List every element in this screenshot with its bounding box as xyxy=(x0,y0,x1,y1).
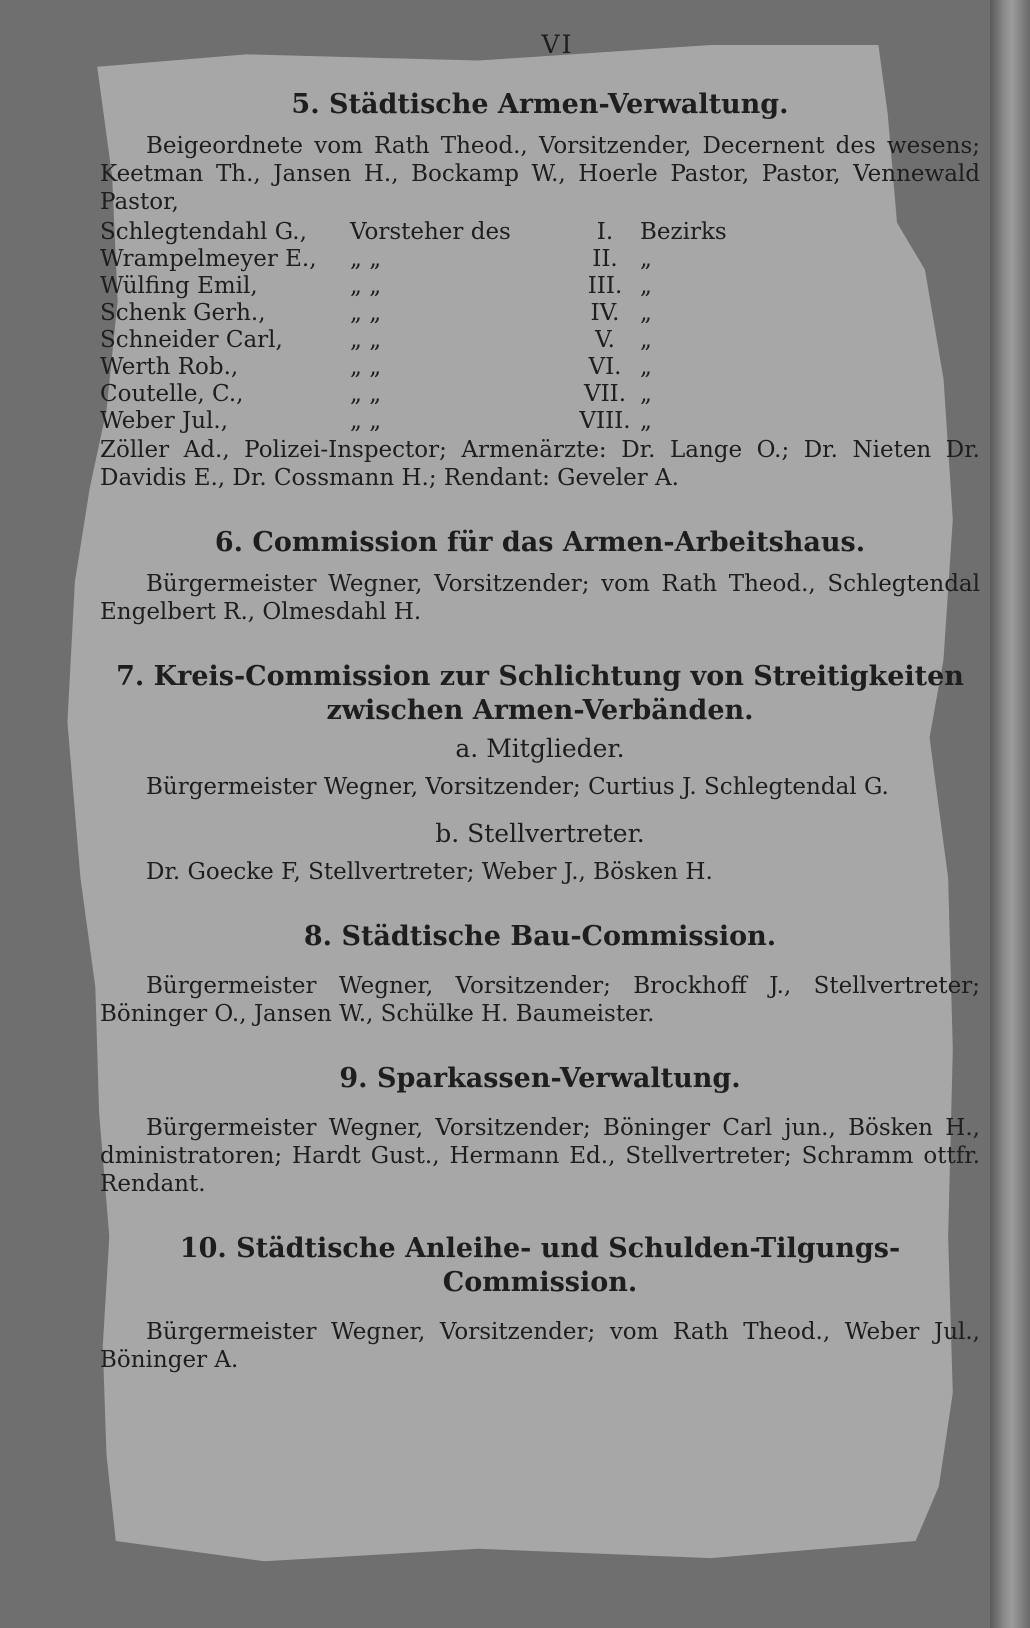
district-role: „ „ xyxy=(350,245,382,272)
district-word: „ xyxy=(640,407,652,434)
section-8 xyxy=(100,920,980,1028)
district-member-name: Wrampelmeyer E., xyxy=(100,245,317,272)
district-member-name: Coutelle, C., xyxy=(100,380,244,407)
section-9 xyxy=(100,1062,980,1198)
section-9-heading: 9. Sparkassen-Verwaltung. xyxy=(339,1063,741,1094)
district-role: „ „ xyxy=(350,299,382,326)
district-word: „ xyxy=(640,272,652,299)
district-row xyxy=(100,353,750,380)
district-number: V. xyxy=(595,326,615,353)
district-number: IV. xyxy=(590,299,620,326)
district-row xyxy=(100,299,750,326)
district-number: VI. xyxy=(588,353,622,380)
district-word: „ xyxy=(640,299,652,326)
district-member-name: Schneider Carl, xyxy=(100,326,283,353)
district-row xyxy=(100,326,750,353)
district-word: Bezirks xyxy=(640,218,727,245)
district-member-name: Weber Jul., xyxy=(100,407,229,434)
section-10-heading: 10. Städtische Anleihe- und Schulden-Tilgungs-Commission. xyxy=(179,1233,901,1298)
district-word: „ xyxy=(640,245,652,272)
section-6 xyxy=(100,526,980,626)
section-7-heading-line1: 7. Kreis-Commission zur Schlichtung von Streitigkeiten xyxy=(116,661,964,692)
section-7-heading-line2: zwischen Armen-Verbänden. xyxy=(326,695,754,726)
district-row xyxy=(100,272,750,299)
section-8-text: Bürgermeister Wegner, Vorsitzender; Brockhoff J., Stellvertreter; Böninger O., Jansen W., Schülke H. Baumeister. xyxy=(100,973,980,1027)
district-role: „ „ xyxy=(350,326,382,353)
district-row xyxy=(100,218,750,245)
district-role: Vorsteher des xyxy=(350,218,511,245)
district-row xyxy=(100,380,750,407)
section-7 xyxy=(100,660,980,886)
district-number: VII. xyxy=(583,380,627,407)
district-word: „ xyxy=(640,353,652,380)
district-member-name: Wülfing Emil, xyxy=(100,272,258,299)
district-role: „ „ xyxy=(350,272,382,299)
district-table xyxy=(100,218,750,434)
section-7-text-b: Dr. Goecke F, Stellvertreter; Weber J., Bösken H. xyxy=(146,859,713,885)
district-role: „ „ xyxy=(350,353,382,380)
section-10-text: Bürgermeister Wegner, Vorsitzender; vom Rath Theod., Weber Jul., Böninger A. xyxy=(100,1319,980,1373)
section-5-outro: Zöller Ad., Polizei-Inspector; Armenärzte: Dr. Lange O.; Dr. Nieten Dr. Davidis E., Dr. Cossmann H.; Rendant: Geveler A. xyxy=(100,437,980,491)
page-number: VI xyxy=(541,30,574,59)
district-role: „ „ xyxy=(350,380,382,407)
district-member-name: Schlegtendahl G., xyxy=(100,218,307,245)
section-7-sub-b: b. Stellvertreter. xyxy=(435,819,645,848)
section-7-text-a: Bürgermeister Wegner, Vorsitzender; Curtius J. Schlegtendal G. xyxy=(146,774,889,800)
section-10 xyxy=(100,1232,980,1374)
district-number: III. xyxy=(587,272,623,299)
section-6-text: Bürgermeister Wegner, Vorsitzender; vom Rath Theod., Schlegtendal Engelbert R., Olmesdahl H. xyxy=(100,571,980,625)
section-6-heading: 6. Commission für das Armen-Arbeitshaus. xyxy=(214,527,866,558)
section-8-heading: 8. Städtische Bau-Commission. xyxy=(303,921,777,952)
section-5 xyxy=(100,88,980,492)
book-binding-edge xyxy=(990,0,1030,1628)
section-9-text: Bürgermeister Wegner, Vorsitzender; Böninger Carl jun., Bösken H., dministratoren; Hardt Gust., Hermann Ed., Stellvertreter; Schramm ottfr. Rendant. xyxy=(100,1115,980,1197)
section-5-heading: 5. Städtische Armen-Verwaltung. xyxy=(291,89,789,120)
page-content xyxy=(100,88,980,1374)
district-role: „ „ xyxy=(350,407,382,434)
district-row xyxy=(100,407,750,434)
district-number: I. xyxy=(596,218,614,245)
section-7-sub-a: a. Mitglieder. xyxy=(455,734,625,763)
district-member-name: Schenk Gerh., xyxy=(100,299,266,326)
district-number: II. xyxy=(592,245,618,272)
district-word: „ xyxy=(640,326,652,353)
section-5-intro: Beigeordnete vom Rath Theod., Vorsitzender, Decernent des wesens; Keetman Th., Jansen H., Bockamp W., Hoerle Pastor, Pastor, Vennewald Pastor, xyxy=(100,133,980,215)
district-member-name: Werth Rob., xyxy=(100,353,239,380)
district-number: VIII. xyxy=(579,407,631,434)
district-word: „ xyxy=(640,380,652,407)
district-row xyxy=(100,245,750,272)
